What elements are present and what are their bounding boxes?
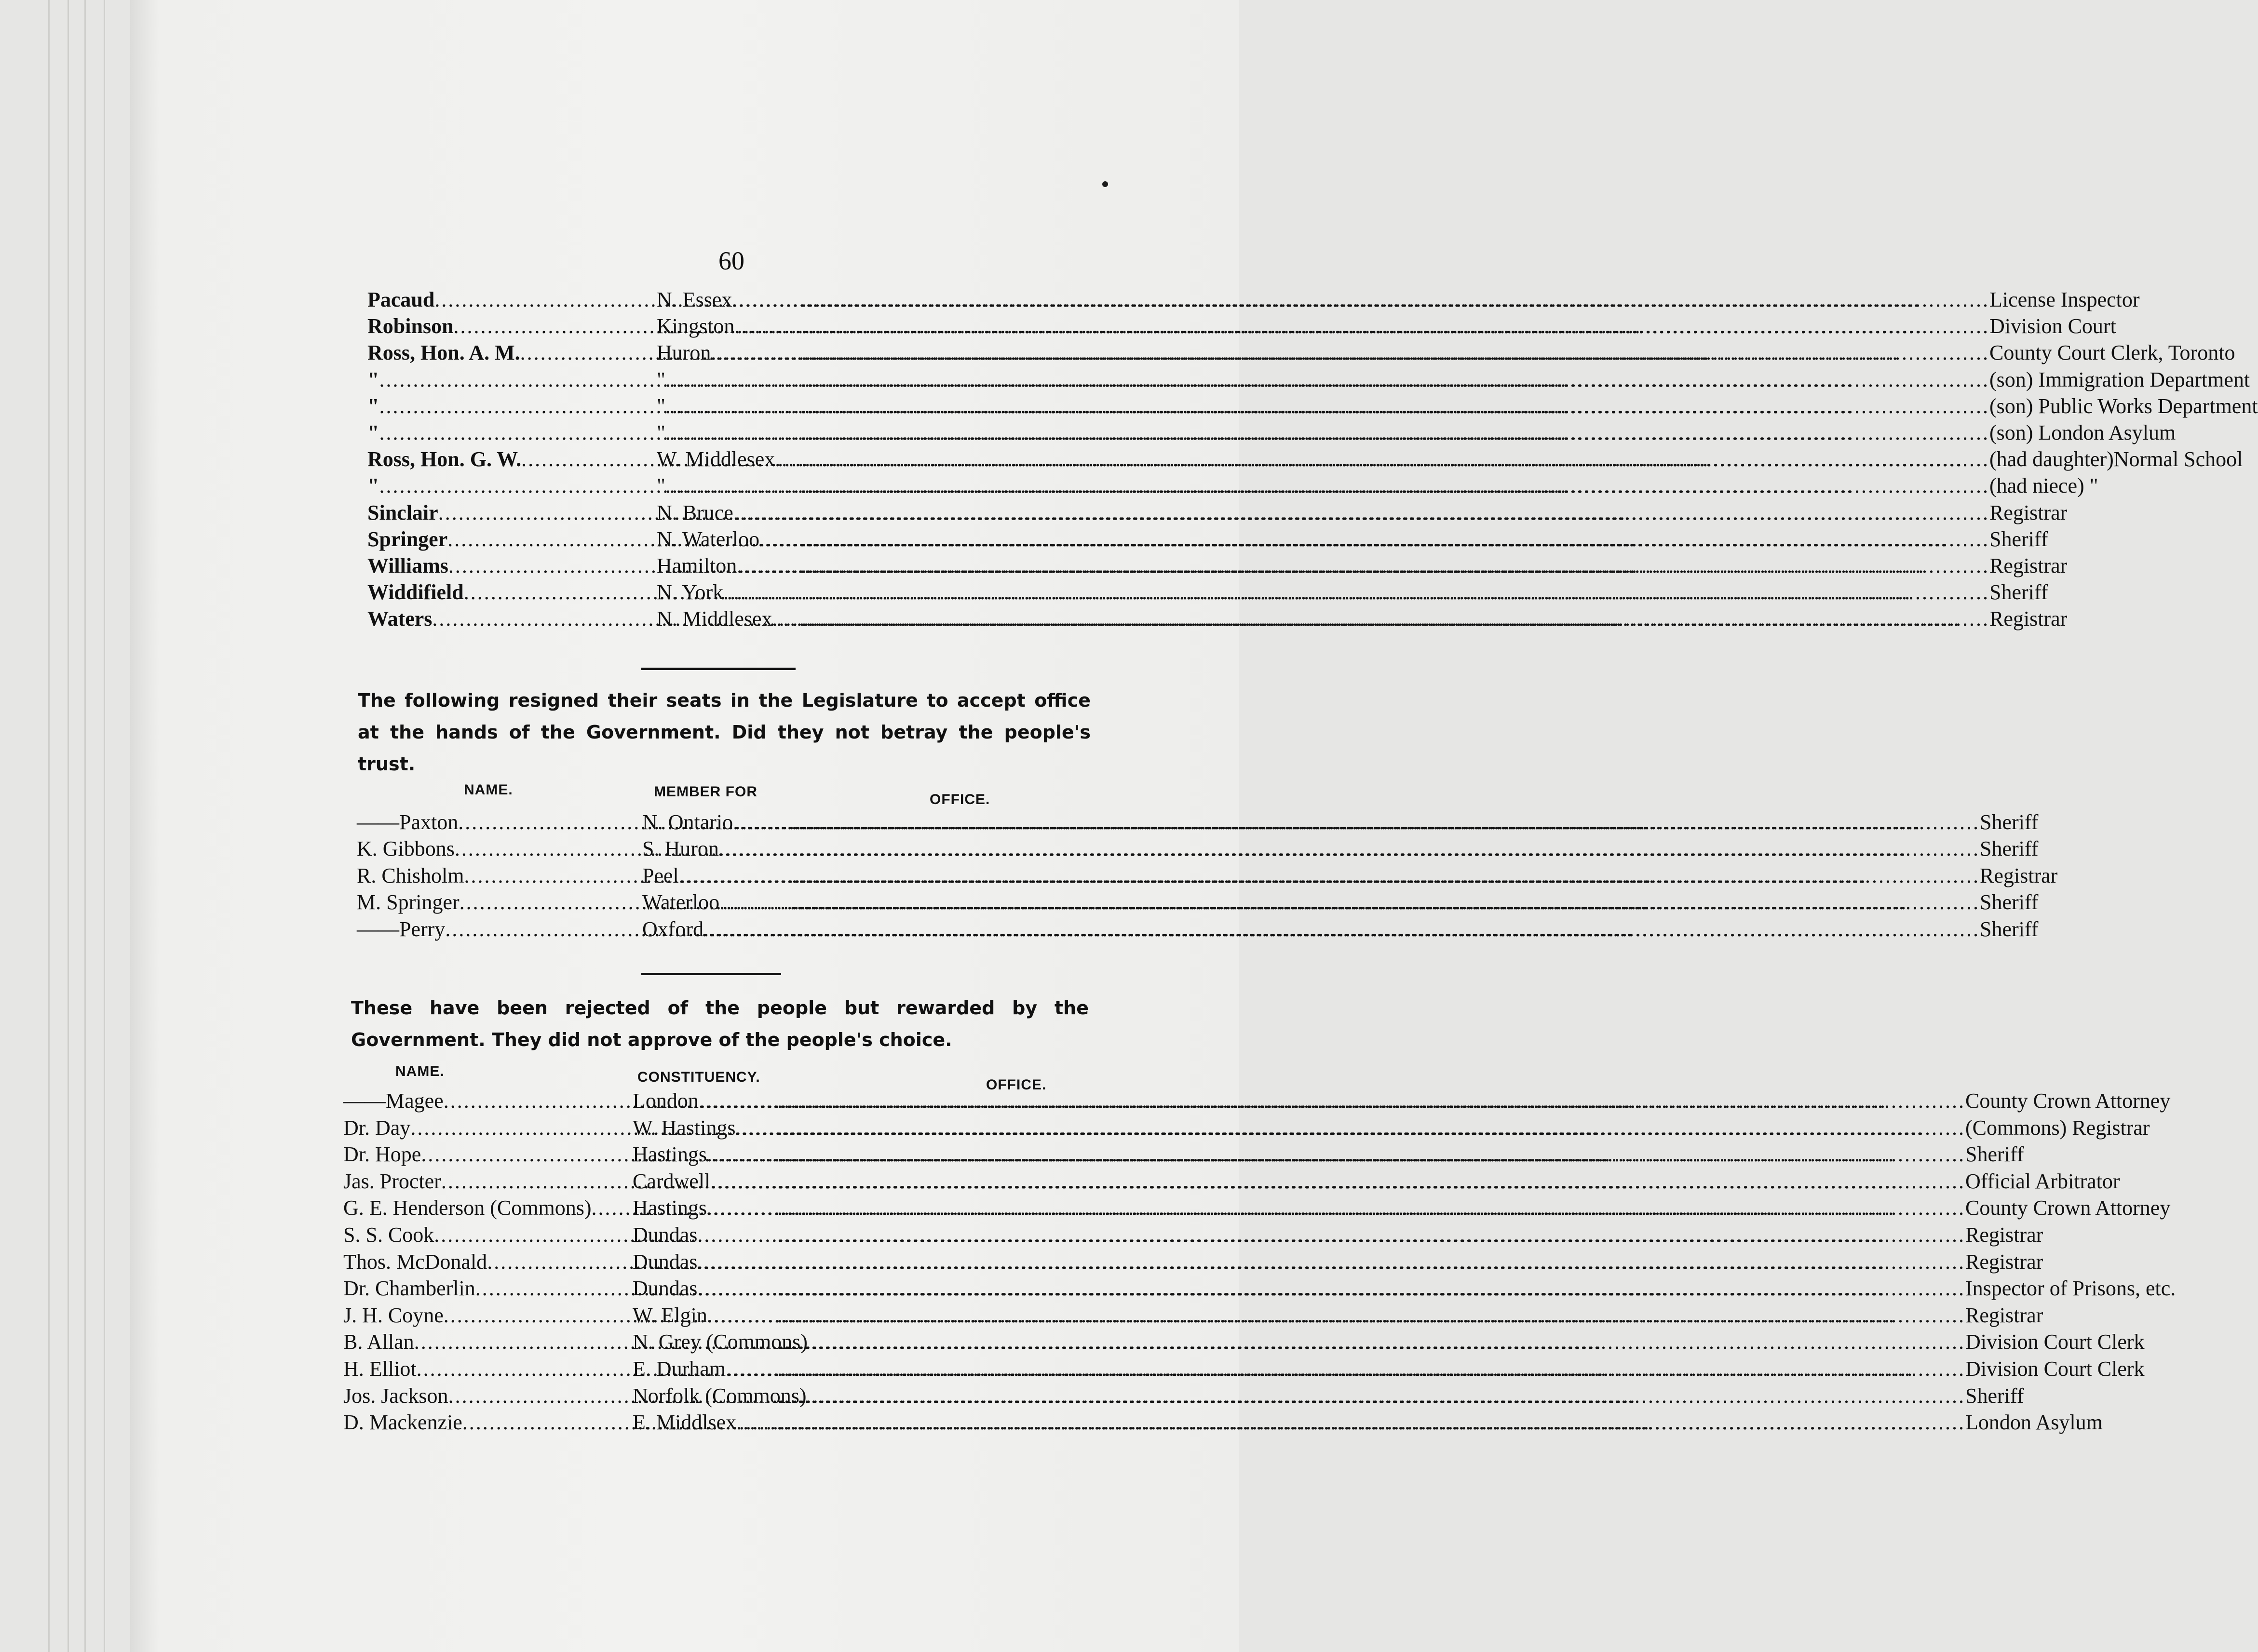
column-header-office: OFFICE. — [986, 1077, 1047, 1093]
office-cell: (had niece) " — [1989, 474, 2098, 498]
name-cell: Sinclair — [367, 500, 438, 524]
office-cell: Sheriff — [1980, 837, 2039, 861]
place-cell: N. Bruce — [657, 500, 733, 524]
name-cell: H. Elliot — [343, 1357, 417, 1381]
office-cell: Registrar — [1965, 1303, 2043, 1327]
table-row — [367, 394, 2258, 419]
office-cell: License Inspector — [1989, 288, 2140, 311]
office-cell: (had daughter)Normal School — [1989, 447, 2243, 471]
place-cell: Hastings — [633, 1196, 707, 1220]
leader-dots — [801, 553, 1989, 578]
office-cell: Sheriff — [1965, 1142, 2024, 1167]
table-row — [343, 1088, 2171, 1114]
office-cell: Official Arbitrator — [1965, 1169, 2120, 1193]
name-cell: S. S. Cook — [343, 1223, 434, 1247]
page-number: 60 — [718, 246, 744, 275]
leader-dots — [801, 473, 1989, 498]
place-cell: Dundas — [633, 1276, 698, 1301]
place-cell: E. Durham — [633, 1357, 726, 1381]
place-cell: S. Huron — [642, 837, 719, 861]
column-header-name: NAME. — [464, 782, 513, 798]
leader-dots — [801, 340, 1989, 365]
leader-dots — [777, 1249, 1965, 1275]
leader-dots — [777, 1195, 1965, 1221]
place-cell: Kingston — [657, 314, 735, 338]
table-row — [367, 314, 2116, 339]
leader-dots — [792, 836, 1980, 861]
column-header-name: NAME. — [395, 1063, 445, 1079]
name-cell: Waters — [367, 607, 433, 631]
table-row — [343, 1276, 2176, 1301]
table-row — [367, 340, 2235, 365]
table-row — [367, 447, 2243, 472]
table-row — [367, 287, 2140, 312]
place-cell: E. Middlsex — [633, 1410, 737, 1435]
leader-dots — [801, 500, 1989, 525]
name-cell: " — [367, 474, 379, 498]
table-row — [343, 1222, 2043, 1248]
office-cell: Registrar — [1965, 1249, 2043, 1274]
name-cell: R. Chisholm — [357, 863, 464, 887]
office-cell: Division Court Clerk — [1965, 1330, 2145, 1354]
office-cell: Registrar — [1989, 554, 2068, 578]
table-row — [343, 1303, 2043, 1328]
table-row — [367, 367, 2250, 392]
name-cell: Pacaud — [367, 288, 435, 311]
leader-dots — [792, 890, 1980, 915]
name-cell: Jas. Procter — [343, 1169, 441, 1193]
table-row — [343, 1383, 2024, 1409]
leader-dots — [777, 1383, 1965, 1409]
leader-dots — [777, 1088, 1965, 1114]
leader-dots — [801, 394, 1989, 419]
table-row — [367, 606, 2068, 631]
table-row — [343, 1357, 2145, 1382]
table-row — [343, 1115, 2150, 1141]
table-row — [343, 1142, 2024, 1167]
leader-dots — [801, 580, 1989, 605]
leader-dots — [777, 1276, 1965, 1301]
place-cell: N. Ontario — [642, 810, 733, 834]
place-cell: " — [657, 421, 665, 444]
section3-intro: These have been rejected of the people but rewarded by the Government. They did not approve of the people's choice. — [351, 997, 1089, 1050]
leader-dots — [777, 1115, 1965, 1141]
table-row — [357, 890, 2039, 915]
name-cell: J. H. Coyne — [343, 1303, 444, 1327]
office-cell: Sheriff — [1965, 1383, 2024, 1408]
leader-dots — [792, 917, 1980, 942]
office-cell: Division Court — [1989, 314, 2116, 338]
leader-dots — [777, 1142, 1965, 1167]
name-cell: M. Springer — [357, 890, 460, 914]
name-cell: Jos. Jackson — [343, 1383, 448, 1408]
table-row — [357, 917, 2039, 942]
leader-dots — [777, 1357, 1965, 1382]
table-row — [343, 1330, 2145, 1355]
office-cell: Sheriff — [1989, 580, 2048, 604]
name-cell: Robinson — [367, 314, 454, 338]
place-cell: N. Grey (Commons) — [633, 1330, 808, 1354]
office-cell: Inspector of Prisons, etc. — [1965, 1276, 2176, 1301]
section2-intro: The following resigned their seats in the Legislature to accept office at the hands of the Government. Did they not betray the people's trust. — [358, 690, 1091, 775]
name-cell: Thos. McDonald — [343, 1249, 487, 1274]
office-cell: Sheriff — [1989, 527, 2048, 551]
table-row — [367, 580, 2048, 605]
name-cell: B. Allan — [343, 1330, 414, 1354]
column-header-constituency: CONSTITUENCY. — [637, 1069, 760, 1085]
place-cell: N. Essex — [657, 288, 732, 311]
column-header-member: MEMBER FOR — [654, 784, 757, 800]
section-divider — [641, 973, 781, 975]
place-cell: W. Middlesex — [657, 447, 775, 471]
name-cell: " — [367, 367, 379, 391]
name-cell: " — [367, 394, 379, 418]
table-row — [343, 1195, 2171, 1221]
table-row — [343, 1410, 2103, 1435]
place-cell: Waterloo — [642, 890, 720, 914]
office-cell: County Court Clerk, Toronto — [1989, 341, 2235, 365]
table-row — [357, 810, 2039, 835]
leader-dots — [777, 1410, 1965, 1435]
name-cell: Springer — [367, 527, 448, 551]
place-cell: London — [633, 1089, 699, 1113]
office-cell: (Commons) Registrar — [1965, 1115, 2150, 1140]
place-cell: W. Hastings — [633, 1115, 736, 1140]
office-cell: (son) Immigration Department — [1989, 367, 2250, 391]
leader-dots — [801, 367, 1989, 392]
office-cell: County Crown Attorney — [1965, 1089, 2171, 1113]
table-row — [357, 836, 2039, 861]
leader-dots — [777, 1169, 1965, 1194]
office-cell: Registrar — [1980, 863, 2058, 887]
office-cell: County Crown Attorney — [1965, 1196, 2171, 1220]
place-cell: N. York — [657, 580, 724, 604]
office-cell: (son) London Asylum — [1989, 421, 2176, 444]
place-cell: Hamilton — [657, 554, 737, 578]
name-cell: Williams — [367, 554, 448, 578]
office-cell: Registrar — [1989, 500, 2068, 524]
name-cell: Ross, Hon. A. M. — [367, 341, 520, 365]
table-row — [367, 500, 2068, 525]
name-cell: D. Mackenzie — [343, 1410, 462, 1435]
leader-dots — [777, 1222, 1965, 1248]
office-cell: London Asylum — [1965, 1410, 2103, 1435]
leader-dots — [792, 863, 1980, 888]
name-cell: K. Gibbons — [357, 837, 455, 861]
leader-dots — [777, 1330, 1965, 1355]
section-divider — [641, 668, 796, 670]
leader-dots — [801, 527, 1989, 552]
table-row — [367, 553, 2068, 578]
place-cell: Huron — [657, 341, 711, 365]
table-row — [343, 1169, 2120, 1194]
column-header-office: OFFICE. — [930, 792, 990, 807]
name-cell: ——Paxton — [357, 810, 459, 834]
office-cell: Sheriff — [1980, 810, 2039, 834]
table-row — [367, 420, 2176, 445]
place-cell: Dundas — [633, 1223, 698, 1247]
leader-dots — [801, 287, 1989, 312]
place-cell: N. Waterloo — [657, 527, 760, 551]
name-cell: Dr. Chamberlin — [343, 1276, 475, 1301]
name-cell: Dr. Hope — [343, 1142, 421, 1167]
name-cell: Ross, Hon. G. W. — [367, 447, 522, 471]
place-cell: N. Middlesex — [657, 607, 772, 631]
place-cell: W. Elgin — [633, 1303, 707, 1327]
place-cell: Hastings — [633, 1142, 707, 1167]
leader-dots — [792, 810, 1980, 835]
office-cell: Sheriff — [1980, 917, 2039, 941]
office-cell: Sheriff — [1980, 890, 2039, 914]
leader-dots — [801, 447, 1989, 472]
leader-dots — [801, 420, 1989, 445]
office-cell: (son) Public Works Department — [1989, 394, 2258, 418]
place-cell: Cardwell — [633, 1169, 711, 1193]
name-cell: Widdifield — [367, 580, 464, 604]
name-cell: ——Magee — [343, 1089, 444, 1113]
place-cell: " — [657, 394, 665, 418]
table-row — [343, 1249, 2043, 1275]
name-cell: Dr. Day — [343, 1115, 411, 1140]
place-cell: " — [657, 474, 665, 498]
place-cell: Norfolk (Commons) — [633, 1383, 807, 1408]
place-cell: " — [657, 367, 665, 391]
office-cell: Registrar — [1989, 607, 2068, 631]
name-cell: ——Perry — [357, 917, 446, 941]
table-row — [357, 863, 2058, 888]
leader-dots — [777, 1303, 1965, 1328]
leader-dots — [801, 606, 1989, 631]
place-cell: Dundas — [633, 1249, 698, 1274]
place-cell: Peel — [642, 863, 679, 887]
name-cell: G. E. Henderson (Commons) — [343, 1196, 592, 1220]
office-cell: Division Court Clerk — [1965, 1357, 2145, 1381]
office-cell: Registrar — [1965, 1223, 2043, 1247]
place-cell: Oxford — [642, 917, 704, 941]
table-row — [367, 473, 2098, 498]
leader-dots — [801, 314, 1989, 339]
name-cell: " — [367, 421, 379, 444]
table-row — [367, 527, 2048, 552]
